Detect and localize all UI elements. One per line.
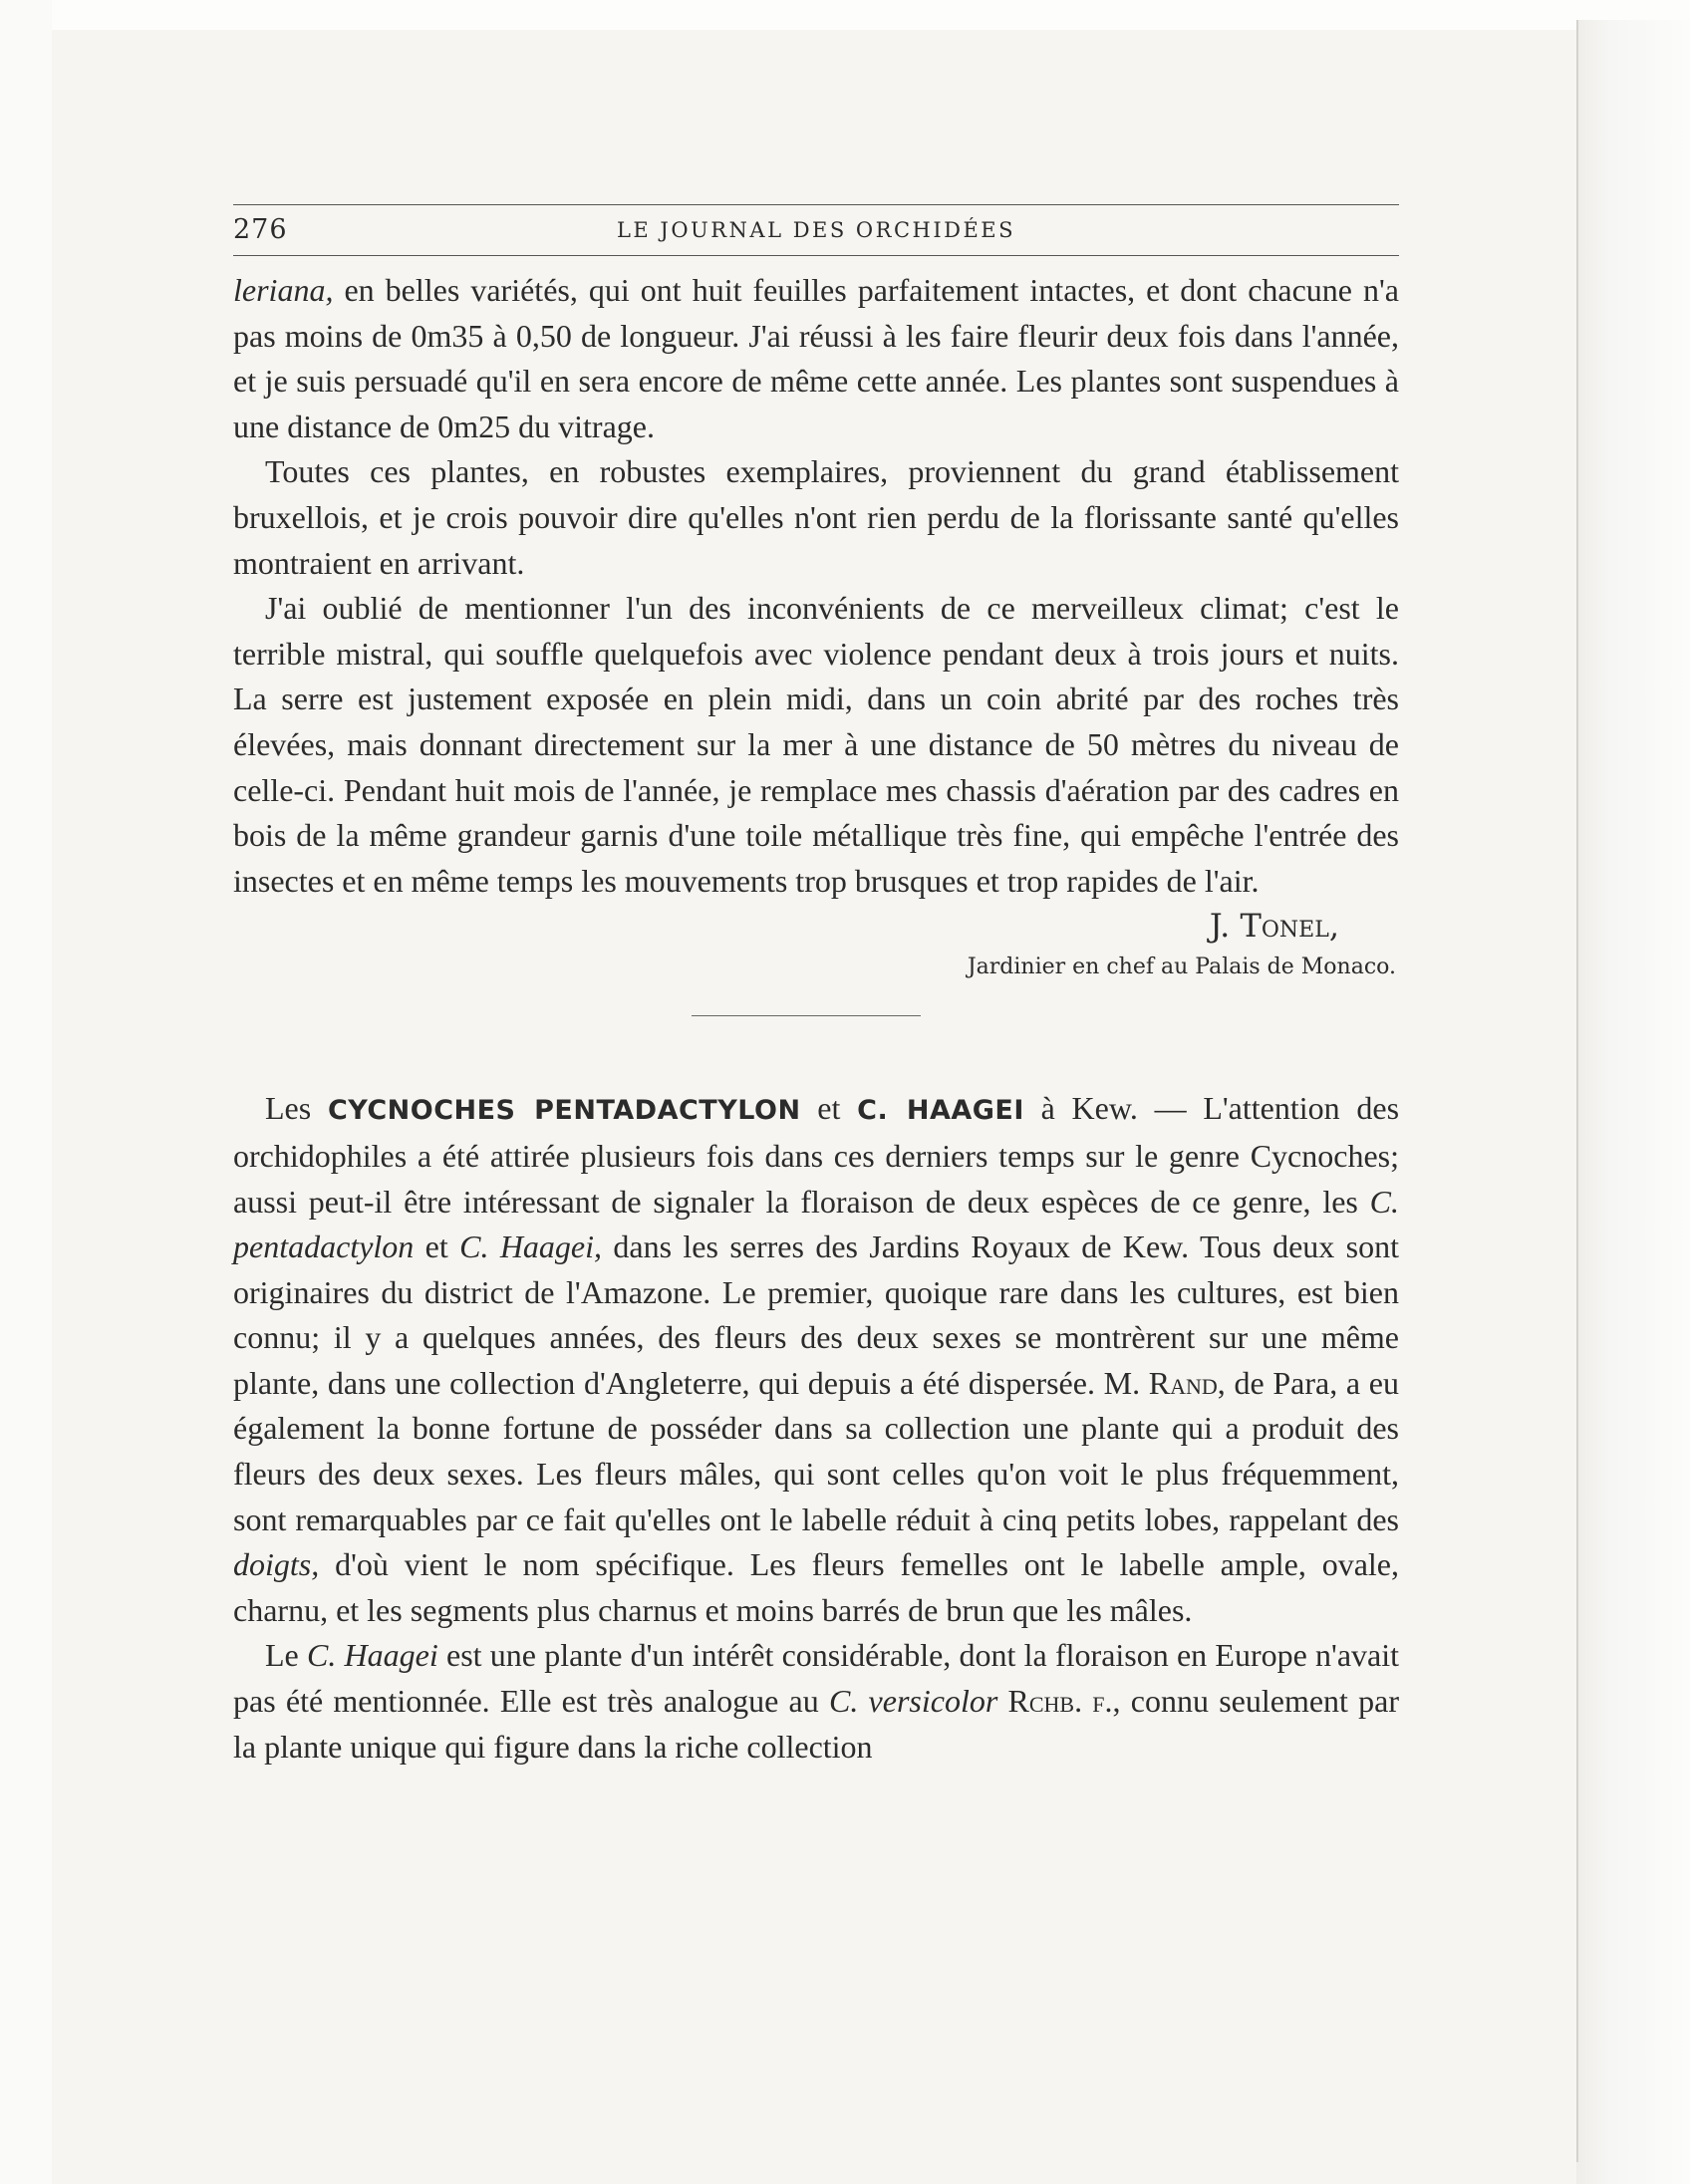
article-title-2: C. HAAGEI [857,1095,1024,1127]
author-role: Jardinier en chef au Palais de Monaco. [967,955,1396,980]
page-fold-line [1576,20,1578,2162]
scan-margin-left [0,0,52,2184]
species-name-italic: leriana, [233,272,334,308]
species-name-italic: C. Haagei [306,1637,438,1674]
author-signature: J. Tonel, [1209,907,1339,946]
person-name: Rand [1148,1364,1218,1401]
species-name-italic: C. pentadactylon [233,1183,1399,1265]
scan-margin-right [1576,20,1690,2184]
article-cycnoches [233,1086,1399,1770]
paragraph: Les CYCNOCHES PENTADACTYLON et C. HAAGEI à Kew. — L'attention des orchidophiles a été attirée plusieurs fois dans ces derniers temps sur le genre Cycnoches; aussi peut-il être intéressant de signaler la floraison de deux espèces de ce genre, les C. pentadactylon et C. Haagei, dans les serres des Jardins Royaux de Kew. Tous deux sont originaires du district de l'Amazone. Le premier, quoique rare dans les cultures, est bien connu; il y a quelques années, des fleurs des deux sexes se montrèrent sur une même plante, dans une collection d'Angleterre, qui depuis a été dispersée. M. Rand, de Para, a eu également la bonne fortune de posséder dans sa collection une plante qui a produit des fleurs des deux sexes. Les fleurs mâles, qui sont celles qu'on voit le plus fréquemment, sont remarquables par ce fait qu'elles ont le labelle réduit à cinq petits lobes, rappelant des doigts, d'où vient le nom spécifique. Les fleurs femelles ont le labelle ample, ovale, charnu, et les segments plus charnus et moins barrés de brun que les mâles. [233,1090,1400,1628]
species-name-italic: C. Haagei, [459,1228,603,1265]
running-head [233,205,1399,255]
scan-margin-top [0,0,1690,30]
paragraph: Le C. Haagei est une plante d'un intérêt considérable, dont la floraison en Europe n'avait pas été mentionnée. Elle est très analogue au C. versicolor Rchb. f., connu seulement par la plante unique qui figure dans la riche collection [233,1637,1400,1765]
page-number: 276 [233,214,288,245]
journal-title: LE JOURNAL DES ORCHIDÉES [616,218,1016,242]
paragraph: Toutes ces plantes, en robustes exemplaires, proviennent du grand établissement bruxellois, et je crois pouvoir dire qu'elles n'ont rien perdu de la florissante santé qu'elles montraient en arrivant. [233,453,1399,581]
header-rule-bottom [233,255,1399,256]
article-continued [233,268,1399,904]
author-abbreviation: Rchb. f. [1007,1683,1113,1720]
paragraph-text: en belles variétés, qui ont huit feuilles parfaitement intactes, et dont chacune n'a pas moins de 0m35 à 0,50 de longueur. J'ai réussi à les faire fleurir deux fois dans l'année, et je suis persuadé qu'il en sera encore de même cette année. Les plantes sont suspendues à une distance de 0m25 du vitrage. [233,272,1399,444]
paragraph [233,268,1399,449]
article-title-1: CYCNOCHES PENTADACTYLON [327,1095,801,1127]
emphasis-italic: doigts, [233,1546,320,1583]
species-name-italic: C. versicolor [828,1683,998,1720]
page-content [233,204,1399,1770]
paragraph: J'ai oublié de mentionner l'un des inconvénients de ce merveilleux climat; c'est le terrible mistral, qui souffle quelquefois avec violence pendant deux à trois jours et nuits. La serre est justement exposée en plein midi, dans un coin abrité par des roches très élevées, mais donnant directement sur la mer à une distance de 50 mètres du niveau de celle-ci. Pendant huit mois de l'année, je remplace mes chassis d'aération par des cadres en bois de la même grandeur garnis d'une toile métallique très fine, qui empêche l'entrée des insectes et en même temps les mouvements trop brusques et trop rapides de l'air. [233,590,1399,899]
